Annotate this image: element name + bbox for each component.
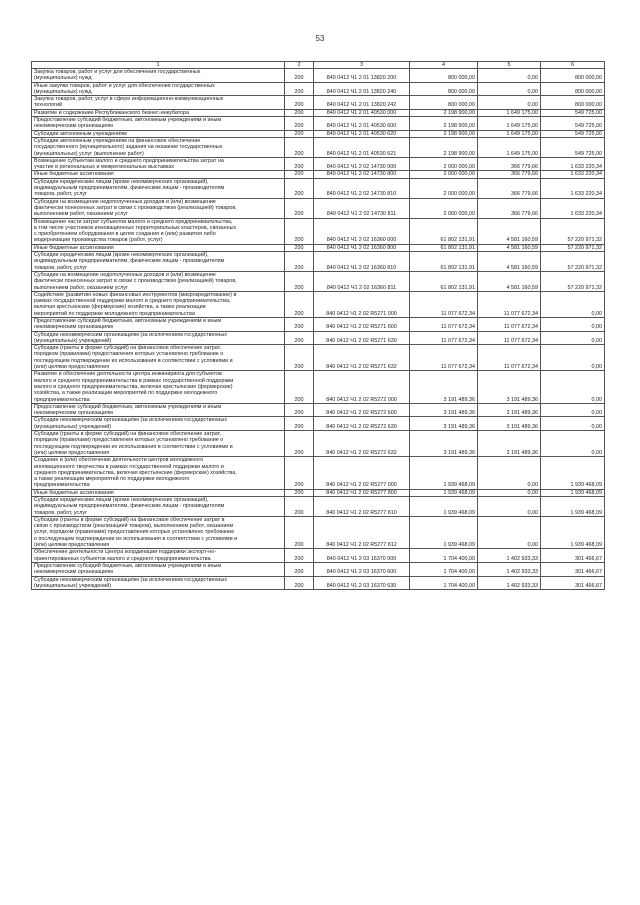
classification-code-cell: 840 0412 Ч1 2 03 16370 000 — [314, 549, 410, 563]
item-name-cell: Иные бюджетные ассигнования — [32, 244, 285, 251]
amount-col-4-cell: 2 000 000,00 — [410, 178, 478, 198]
table-row — [32, 457, 605, 489]
classification-code-cell: 840 0412 Ч1 2 01 40530 600 — [314, 117, 410, 131]
amount-col-4-cell: 3 191 489,36 — [410, 371, 478, 403]
amount-col-4-cell: 1 704 400,00 — [410, 562, 478, 576]
table-row — [32, 417, 605, 431]
table-row — [32, 403, 605, 417]
item-name-cell: Субсидии автономным учреждениям — [32, 130, 285, 137]
column-2-cell: 200 — [285, 178, 314, 198]
amount-col-4-cell: 1 939 468,09 — [410, 489, 478, 496]
classification-code-cell: 840 0412 Ч1 2 02 R5272 600 — [314, 403, 410, 417]
amount-col-5-cell: 0,00 — [478, 96, 541, 110]
amount-col-4-cell: 3 191 489,36 — [410, 431, 478, 457]
column-2-cell: 200 — [285, 576, 314, 590]
classification-code-cell: 840 0412 Ч1 2 01 40530 000 — [314, 109, 410, 116]
amount-col-5-cell: 1 402 933,33 — [478, 549, 541, 563]
amount-col-4-cell: 3 191 489,36 — [410, 403, 478, 417]
amount-col-4-cell: 11 077 672,34 — [410, 345, 478, 371]
item-name-cell: Субсидии юридическим лицам (кроме некоммерческих организаций), индивидуальным предпринимателям, физическим лицам - производителям товаров, работ, услуг — [32, 497, 285, 517]
classification-code-cell: 840 0412 Ч1 2 02 R5271 632 — [314, 345, 410, 371]
classification-code-cell: 840 0412 Ч1 2 01 13820 240 — [314, 82, 410, 96]
amount-col-4-cell: 1 939 468,09 — [410, 457, 478, 489]
item-name-cell: Обеспечение деятельности Центра координации поддержки экспорт-но- ориентированных субъектов малого и среднего предпринимательства — [32, 549, 285, 563]
classification-code-cell: 840 0412 Ч1 2 02 R5277 000 — [314, 457, 410, 489]
item-name-cell: Субсидии некоммерческим организациям (за исключением государственных (муниципальных) учреждений) — [32, 331, 285, 345]
table-row — [32, 69, 605, 83]
classification-code-cell: 840 0412 Ч1 2 03 16370 600 — [314, 562, 410, 576]
classification-code-cell: 840 0412 Ч1 2 02 14730 800 — [314, 171, 410, 178]
amount-col-5-cell: 366 779,66 — [478, 171, 541, 178]
column-2-cell: 200 — [285, 117, 314, 131]
column-2-cell: 200 — [285, 549, 314, 563]
amount-col-5-cell: 0,00 — [478, 516, 541, 548]
item-name-cell: Субсидии некоммерческим организациям (за исключением государственных (муниципальных) учреждений) — [32, 576, 285, 590]
amount-col-5-cell: 366 779,66 — [478, 198, 541, 218]
table-row — [32, 549, 605, 563]
table-row — [32, 489, 605, 496]
amount-col-5-cell: 1 649 175,00 — [478, 130, 541, 137]
amount-col-5-cell: 0,00 — [478, 457, 541, 489]
classification-code-cell: 840 0412 Ч1 2 02 16360 800 — [314, 244, 410, 251]
classification-code-cell: 840 0412 Ч1 2 02 R5271 600 — [314, 317, 410, 331]
column-2-cell: 200 — [285, 431, 314, 457]
amount-col-4-cell: 1 939 468,09 — [410, 497, 478, 517]
amount-col-6-cell: 0,00 — [541, 291, 605, 317]
budget-table — [31, 61, 605, 590]
amount-col-4-cell: 2 198 900,00 — [410, 137, 478, 157]
amount-col-6-cell: 0,00 — [541, 417, 605, 431]
table-row — [32, 178, 605, 198]
column-2-cell: 200 — [285, 82, 314, 96]
amount-col-6-cell: 1 939 468,09 — [541, 457, 605, 489]
amount-col-6-cell: 800 000,00 — [541, 82, 605, 96]
amount-col-6-cell: 549 725,00 — [541, 130, 605, 137]
table-row — [32, 291, 605, 317]
table-row — [32, 130, 605, 137]
column-2-cell: 200 — [285, 331, 314, 345]
amount-col-6-cell: 1 939 468,09 — [541, 516, 605, 548]
amount-col-4-cell: 1 704 400,00 — [410, 576, 478, 590]
amount-col-5-cell: 0,00 — [478, 489, 541, 496]
amount-col-6-cell: 301 466,67 — [541, 576, 605, 590]
classification-code-cell: 840 0412 Ч1 2 02 R5272 000 — [314, 371, 410, 403]
table-row — [32, 516, 605, 548]
item-name-cell: Субсидии на возмещение недополученных доходов и (или) возмещение фактически понесенных затрат в связи с производством (реализацией) товаров, выполнением работ, оказанием услуг — [32, 271, 285, 291]
item-name-cell: Субсидии (гранты в форме субсидий) на финансовое обеспечение затрат в связи с производством (реализацией товаров), выполнением работ, оказанием услуг, порядком (правилами) предоставления которых установлено требование о последующем подтверждении их использования в соответствии с условиями и (или) целями предоставления — [32, 516, 285, 548]
column-header-2: 2 — [285, 62, 314, 69]
item-name-cell: Субсидии юридическим лицам (кроме некоммерческих организаций), индивидуальным предпринимателям, физическим лицам - производителям товаров, работ, услуг — [32, 178, 285, 198]
amount-col-5-cell: 366 779,66 — [478, 157, 541, 171]
amount-col-4-cell: 3 191 489,36 — [410, 417, 478, 431]
amount-col-5-cell: 1 649 175,00 — [478, 137, 541, 157]
amount-col-5-cell: 11 077 672,34 — [478, 331, 541, 345]
table-row — [32, 137, 605, 157]
classification-code-cell: 840 0412 Ч1 2 02 16360 811 — [314, 271, 410, 291]
amount-col-5-cell: 1 402 933,33 — [478, 562, 541, 576]
table-row — [32, 562, 605, 576]
column-header-5: 5 — [478, 62, 541, 69]
amount-col-6-cell: 800 000,00 — [541, 69, 605, 83]
column-2-cell: 200 — [285, 109, 314, 116]
amount-col-4-cell: 2 000 000,00 — [410, 198, 478, 218]
amount-col-5-cell: 1 402 933,33 — [478, 576, 541, 590]
item-name-cell: Закупка товаров, работ и услуг для обеспечения государственных (муниципальных) нужд — [32, 69, 285, 83]
item-name-cell: Развитие и содержание Республиканского бизнес-инкубатора — [32, 109, 285, 116]
column-2-cell: 200 — [285, 157, 314, 171]
item-name-cell: Закупка товаров, работ, услуг в сфере информационно-коммуникационных технологий — [32, 96, 285, 110]
page-number: 53 — [315, 34, 325, 43]
amount-col-4-cell: 11 077 672,34 — [410, 291, 478, 317]
column-2-cell: 200 — [285, 516, 314, 548]
column-2-cell: 200 — [285, 244, 314, 251]
column-2-cell: 200 — [285, 403, 314, 417]
table-header — [32, 62, 605, 69]
amount-col-4-cell: 11 077 672,34 — [410, 317, 478, 331]
amount-col-4-cell: 2 198 900,00 — [410, 130, 478, 137]
amount-col-5-cell: 0,00 — [478, 82, 541, 96]
classification-code-cell: 840 0412 Ч1 2 02 R5272 632 — [314, 431, 410, 457]
amount-col-4-cell: 1 939 468,09 — [410, 516, 478, 548]
item-name-cell: Субсидии (гранты в форме субсидий) на финансовое обеспечение затрат, порядком (правилами) предоставления которых установлено требование о последующем подтверждении их использования в соответствии с условиями и (или) целями предоставления — [32, 431, 285, 457]
amount-col-5-cell: 4 581 160,59 — [478, 218, 541, 244]
classification-code-cell: 840 0412 Ч1 2 02 R5271 000 — [314, 291, 410, 317]
column-2-cell: 200 — [285, 137, 314, 157]
amount-col-6-cell: 301 466,67 — [541, 562, 605, 576]
table-row — [32, 497, 605, 517]
amount-col-5-cell: 1 649 175,00 — [478, 117, 541, 131]
amount-col-4-cell: 2 000 000,00 — [410, 171, 478, 178]
amount-col-4-cell: 800 000,00 — [410, 96, 478, 110]
amount-col-4-cell: 61 802 131,91 — [410, 271, 478, 291]
amount-col-6-cell: 0,00 — [541, 317, 605, 331]
classification-code-cell: 840 0412 Ч1 2 03 16370 630 — [314, 576, 410, 590]
amount-col-6-cell: 549 725,00 — [541, 109, 605, 116]
amount-col-6-cell: 1 633 220,34 — [541, 171, 605, 178]
amount-col-6-cell: 0,00 — [541, 431, 605, 457]
amount-col-6-cell: 0,00 — [541, 403, 605, 417]
item-name-cell: Содействие (развитию новых финансовых инструментов (микрокредитование) в рамках государственной поддержки малого и среднего предпринимательства, включая крестьянские (фермерские) хозяйства, а также реализации мероприятий по поддержке молодежного предпринимательства — [32, 291, 285, 317]
table-row — [32, 252, 605, 272]
column-header-3: 3 — [314, 62, 410, 69]
amount-col-5-cell: 0,00 — [478, 497, 541, 517]
classification-code-cell: 840 0412 Ч1 2 02 R5277 800 — [314, 489, 410, 496]
table-row — [32, 157, 605, 171]
table-row — [32, 576, 605, 590]
amount-col-6-cell: 57 220 971,32 — [541, 244, 605, 251]
item-name-cell: Предоставление субсидий бюджетным, автономным учреждениям и иным некоммерческим организациям — [32, 117, 285, 131]
column-2-cell: 200 — [285, 489, 314, 496]
column-2-cell: 200 — [285, 69, 314, 83]
column-2-cell: 200 — [285, 271, 314, 291]
amount-col-6-cell: 301 466,67 — [541, 549, 605, 563]
amount-col-5-cell: 11 077 672,34 — [478, 291, 541, 317]
item-name-cell: Иные закупки товаров, работ и услуг для обеспечения государственных (муниципальных) нужд — [32, 82, 285, 96]
amount-col-6-cell: 1 633 220,34 — [541, 178, 605, 198]
amount-col-4-cell: 61 802 131,91 — [410, 244, 478, 251]
classification-code-cell: 840 0412 Ч1 2 01 40530 620 — [314, 130, 410, 137]
amount-col-4-cell: 1 704 400,00 — [410, 549, 478, 563]
table-row — [32, 431, 605, 457]
item-name-cell: Создание и (или) обеспечение деятельности центров молодежного инновационного творчества в рамках государственной поддержки малого и среднего предпринимательства, включая крестьянские (фермерские) хозяйства, а также реализации мероприятий по поддержке молодежного предпринимательства — [32, 457, 285, 489]
table-row — [32, 96, 605, 110]
classification-code-cell: 840 0412 Ч1 2 02 16360 000 — [314, 218, 410, 244]
column-header-4: 4 — [410, 62, 478, 69]
column-2-cell: 200 — [285, 345, 314, 371]
classification-code-cell: 840 0412 Ч1 2 02 14730 000 — [314, 157, 410, 171]
table-row — [32, 82, 605, 96]
classification-code-cell: 840 0412 Ч1 2 01 13820 200 — [314, 69, 410, 83]
column-2-cell: 200 — [285, 457, 314, 489]
classification-code-cell: 840 0412 Ч1 2 02 R5272 630 — [314, 417, 410, 431]
table-row — [32, 109, 605, 116]
amount-col-5-cell: 366 779,66 — [478, 178, 541, 198]
item-name-cell: Иные бюджетные ассигнования — [32, 171, 285, 178]
amount-col-6-cell: 57 220 971,32 — [541, 252, 605, 272]
classification-code-cell: 840 0412 Ч1 2 02 14730 810 — [314, 178, 410, 198]
amount-col-6-cell: 0,00 — [541, 345, 605, 371]
column-2-cell: 200 — [285, 317, 314, 331]
column-header-1: 1 — [32, 62, 285, 69]
item-name-cell: Развитие и обеспечение деятельности центра инжиниринга для субъектов малого и среднего предпринимательства в рамках государственной поддержки малого и среднего предпринимательства, включая крестьянские (фермерские) хозяйства, а также реализации мероприятий по поддержке молодежного предпринимательства — [32, 371, 285, 403]
amount-col-5-cell: 0,00 — [478, 69, 541, 83]
classification-code-cell: 840 0412 Ч1 2 02 R5277 812 — [314, 516, 410, 548]
classification-code-cell: 840 0412 Ч1 2 01 40530 621 — [314, 137, 410, 157]
table-row — [32, 244, 605, 251]
column-2-cell: 200 — [285, 562, 314, 576]
table-row — [32, 371, 605, 403]
table-row — [32, 331, 605, 345]
amount-col-4-cell: 2 198 900,00 — [410, 109, 478, 116]
classification-code-cell: 840 0412 Ч1 2 02 16360 810 — [314, 252, 410, 272]
amount-col-6-cell: 0,00 — [541, 331, 605, 345]
amount-col-6-cell: 549 725,00 — [541, 117, 605, 131]
amount-col-6-cell: 1 939 468,09 — [541, 497, 605, 517]
item-name-cell: Возмещение субъектам малого и среднего предпринимательства затрат на участие в региональных и межрегиональных выставках — [32, 157, 285, 171]
amount-col-6-cell: 549 725,00 — [541, 137, 605, 157]
amount-col-4-cell: 2 000 000,00 — [410, 157, 478, 171]
amount-col-5-cell: 11 077 672,34 — [478, 345, 541, 371]
item-name-cell: Субсидии некоммерческим организациям (за исключением государственных (муниципальных) учреждений) — [32, 417, 285, 431]
table-row — [32, 117, 605, 131]
column-2-cell: 200 — [285, 417, 314, 431]
column-2-cell: 200 — [285, 252, 314, 272]
amount-col-6-cell: 57 220 971,32 — [541, 218, 605, 244]
column-header-6: 6 — [541, 62, 605, 69]
table-row — [32, 345, 605, 371]
table-row — [32, 218, 605, 244]
item-name-cell: Предоставление субсидий бюджетным, автономным учреждениям и иным некоммерческим организациям — [32, 317, 285, 331]
amount-col-4-cell: 800 000,00 — [410, 82, 478, 96]
table-row — [32, 171, 605, 178]
amount-col-4-cell: 800 000,00 — [410, 69, 478, 83]
amount-col-5-cell: 4 581 160,59 — [478, 252, 541, 272]
column-2-cell: 200 — [285, 497, 314, 517]
classification-code-cell: 840 0412 Ч1 2 02 R5271 630 — [314, 331, 410, 345]
amount-col-5-cell: 3 191 489,36 — [478, 417, 541, 431]
amount-col-4-cell: 2 198 900,00 — [410, 117, 478, 131]
header-row — [32, 62, 605, 69]
column-2-cell: 200 — [285, 291, 314, 317]
item-name-cell: Иные бюджетные ассигнования — [32, 489, 285, 496]
amount-col-5-cell: 3 191 489,36 — [478, 431, 541, 457]
item-name-cell: Субсидии автономным учреждениям на финансовое обеспечение государственного (муниципального) задания на оказание государственных (муниципальных) услуг (выполнение работ) — [32, 137, 285, 157]
amount-col-4-cell: 61 802 131,91 — [410, 218, 478, 244]
amount-col-6-cell: 57 220 971,32 — [541, 271, 605, 291]
amount-col-5-cell: 1 649 175,00 — [478, 109, 541, 116]
table-row — [32, 271, 605, 291]
item-name-cell: Предоставление субсидий бюджетным, автономным учреждениям и иным некоммерческим организациям — [32, 403, 285, 417]
column-2-cell: 200 — [285, 198, 314, 218]
amount-col-4-cell: 11 077 672,34 — [410, 331, 478, 345]
column-2-cell: 200 — [285, 371, 314, 403]
table-row — [32, 198, 605, 218]
item-name-cell: Предоставление субсидий бюджетным, автономным учреждениям и иным некоммерческим организациям — [32, 562, 285, 576]
amount-col-5-cell: 4 581 160,59 — [478, 271, 541, 291]
amount-col-5-cell: 11 077 672,34 — [478, 317, 541, 331]
classification-code-cell: 840 0412 Ч1 2 01 13820 242 — [314, 96, 410, 110]
table-row — [32, 317, 605, 331]
amount-col-5-cell: 3 191 489,36 — [478, 371, 541, 403]
table-body — [32, 69, 605, 590]
column-2-cell: 200 — [285, 218, 314, 244]
amount-col-5-cell: 4 581 160,59 — [478, 244, 541, 251]
item-name-cell: Субсидии на возмещение недополученных доходов и (или) возмещение фактически понесенных затрат в связи с производством (реализацией) товаров, выполнением работ, оказанием услуг — [32, 198, 285, 218]
amount-col-4-cell: 61 802 131,91 — [410, 252, 478, 272]
amount-col-5-cell: 3 191 489,36 — [478, 403, 541, 417]
amount-col-6-cell: 800 000,00 — [541, 96, 605, 110]
amount-col-6-cell: 1 633 220,34 — [541, 198, 605, 218]
amount-col-6-cell: 1 939 468,09 — [541, 489, 605, 496]
item-name-cell: Субсидии (гранты в форме субсидий) на финансовое обеспечение затрат, порядком (правилами) предоставления которых установлено требование о последующем подтверждении их использования в соответствии с условиями и (или) целями предоставления — [32, 345, 285, 371]
item-name-cell: Возмещение части затрат субъектов малого и среднего предпринимательства, в том числе участников инновационных территориальных кластеров, связанных с приобретением оборудования в целях создания и (или) развития либо модернизации производства товаров (работ, услуг) — [32, 218, 285, 244]
classification-code-cell: 840 0412 Ч1 2 02 14730 811 — [314, 198, 410, 218]
column-2-cell: 200 — [285, 171, 314, 178]
amount-col-6-cell: 1 633 220,34 — [541, 157, 605, 171]
column-2-cell: 200 — [285, 130, 314, 137]
item-name-cell: Субсидии юридическим лицам (кроме некоммерческих организаций), индивидуальным предпринимателям, физическим лицам - производителям товаров, работ, услуг — [32, 252, 285, 272]
amount-col-6-cell: 0,00 — [541, 371, 605, 403]
classification-code-cell: 840 0412 Ч1 2 02 R5277 810 — [314, 497, 410, 517]
column-2-cell: 200 — [285, 96, 314, 110]
